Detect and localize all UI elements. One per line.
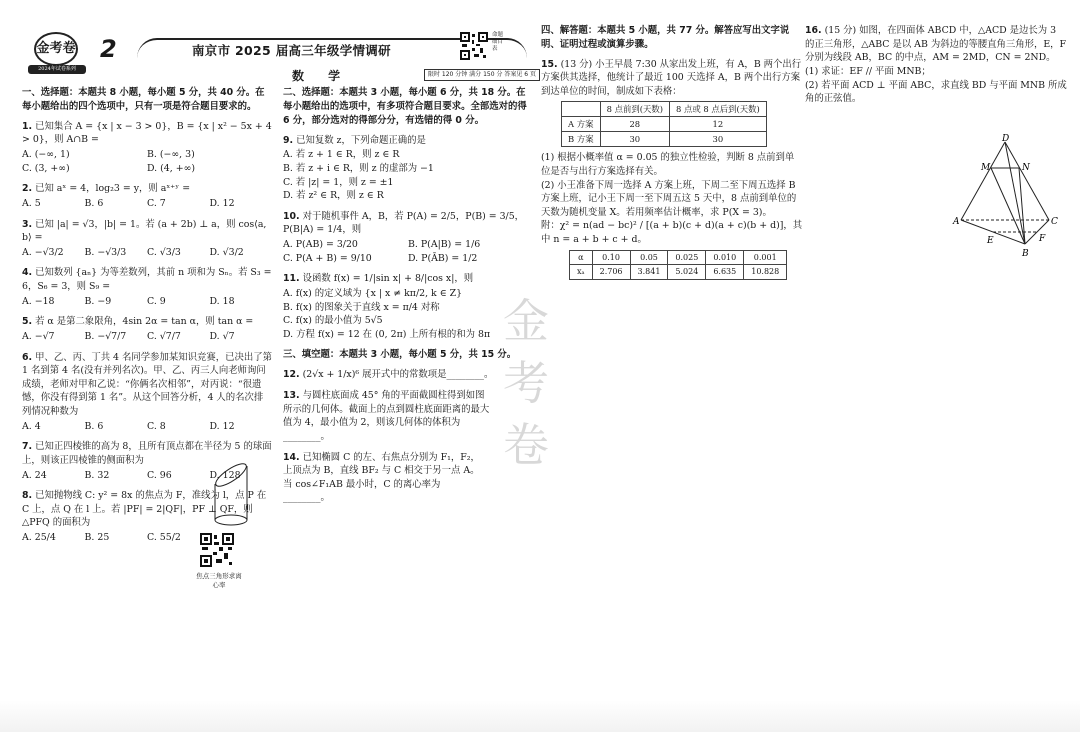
answer-option[interactable]: B. −9 bbox=[84, 295, 112, 307]
brand-logo bbox=[28, 32, 88, 72]
answer-option[interactable]: D. 128 bbox=[209, 469, 241, 481]
watermark bbox=[503, 290, 573, 490]
question-item bbox=[22, 315, 272, 343]
question-stem: (2√x + 1/x)⁶ 展开式中的常数项是________。 bbox=[302, 369, 494, 381]
question-stem: (13 分) 小王早晨 7:30 从家出发上班，有 A，B 两个出行方案供其选择，他统计了最近 100 天选择 A，B 两个出行方案到达单位的时间，制成如下表格： bbox=[541, 58, 802, 98]
vertex-label: F bbox=[1039, 234, 1046, 244]
question-item bbox=[283, 389, 533, 444]
question-stem: 已知 |a| = √3，|b| = 1。若 (a + 2b) ⊥ a，则 cos⟨a, b⟩ = bbox=[22, 218, 267, 244]
exam-header bbox=[22, 30, 536, 83]
answer-option[interactable]: A. f(x) 的定义域为 {x | x ≠ kπ/2, k ∈ Z} bbox=[283, 287, 463, 299]
question-number: 10. bbox=[283, 210, 300, 222]
question-item bbox=[283, 210, 533, 266]
question-stem: 甲、乙、丙、丁共 4 名同学参加某知识竞赛，已决出了第 1 名到第 4 名(没有并列名次)。甲、乙、丙三人向老师询问成绩，老师对甲和乙说：“你俩名次相邻”，对丙说：“很遗憾，你没有得到第 1 名”。从这个回答分析，4 人的名次排列情况种数为 bbox=[22, 351, 273, 418]
answer-option[interactable]: B. −√3/3 bbox=[84, 246, 127, 258]
answer-option[interactable]: D. (4, +∞) bbox=[147, 162, 196, 174]
table-cell: 30 bbox=[600, 132, 669, 147]
answer-option[interactable]: B. 32 bbox=[84, 469, 110, 481]
option-list bbox=[22, 295, 272, 309]
answer-option[interactable]: B. f(x) 的图象关于直线 x = π/4 对称 bbox=[283, 301, 440, 313]
answer-option[interactable]: B. (−∞, 3) bbox=[147, 149, 195, 161]
answer-option[interactable]: C. f(x) 的最小值为 5√5 bbox=[283, 315, 383, 327]
section-2-heading: 二、选择题：本题共 3 小题，每小题 6 分，共 18 分。在每小题给出的选项中，有多项符合题目要求。全部选对的得 6 分，部分选对的得部分分，有选错的得 0 分。 bbox=[283, 87, 527, 126]
table-header-cell: 8 点或 8 点后到(天数) bbox=[669, 101, 766, 116]
section-1-heading: 一、选择题：本题共 8 小题，每小题 5 分，共 40 分。在每小题给出的四个选项中，只有一项是符合题目要求的。 bbox=[22, 87, 265, 112]
question-list-3 bbox=[283, 368, 533, 505]
question-item bbox=[283, 451, 533, 506]
question-number: 16. bbox=[805, 25, 822, 36]
option-list bbox=[22, 246, 272, 260]
answer-option[interactable]: C. 8 bbox=[147, 420, 166, 432]
table-cell: 28 bbox=[600, 116, 669, 131]
table-cell: 6.635 bbox=[706, 265, 744, 280]
qr-code-icon[interactable] bbox=[200, 533, 234, 567]
table-row bbox=[570, 250, 787, 265]
answer-option[interactable]: A. 5 bbox=[22, 197, 41, 209]
answer-option[interactable]: B. −√7/7 bbox=[84, 330, 127, 342]
question-stem: 与圆柱底面成 45° 角的平面截圆柱得到如图所示的几何体。截面上的点到圆柱底面距离的最大值为 4，最小值为 2，则该几何体的体积为________。 bbox=[283, 390, 490, 442]
question-stem: 已知集合 A = {x | x − 3 > 0}，B = {x | x² − 5x + 4 > 0}，则 A∩B = bbox=[22, 120, 272, 146]
question-stem: 若 α 是第二象限角，4sin 2α = tan α，则 tan α = bbox=[35, 316, 254, 328]
vertex-label: A bbox=[953, 217, 960, 227]
vertex-label: D bbox=[1002, 134, 1010, 144]
answer-option[interactable]: D. 方程 f(x) = 12 在 (0, 2π) 上所有根的和为 8π bbox=[283, 328, 491, 340]
answer-option[interactable]: B. 6 bbox=[84, 197, 104, 209]
question-stem: 已知复数 z，下列命题正确的是 bbox=[296, 134, 426, 146]
logo-mark: 金考卷 bbox=[34, 32, 78, 66]
question-stem: 已知数列 {aₙ} 为等差数列，其前 n 项和为 Sₙ。若 S₃ = 6，S₆ = 3，则 S₉ = bbox=[22, 267, 272, 293]
qr-code-icon[interactable] bbox=[460, 32, 488, 60]
column-2 bbox=[283, 86, 533, 512]
vertex-label: N bbox=[1022, 163, 1030, 173]
answer-option[interactable]: B. 25 bbox=[84, 532, 110, 544]
answer-option[interactable]: A. −√3/2 bbox=[22, 246, 64, 258]
question-stem: 设函数 f(x) = 1/|sin x| + 8/|cos x|，则 bbox=[302, 273, 474, 285]
page-bottom-edge bbox=[0, 700, 1080, 732]
answer-option[interactable]: A. 4 bbox=[22, 420, 41, 432]
question-item bbox=[22, 266, 272, 308]
vertex-label: M bbox=[981, 163, 991, 173]
table-cell: 3.841 bbox=[630, 265, 668, 280]
tetrahedron-figure bbox=[953, 134, 1057, 264]
answer-option[interactable]: B. P(A|B) = 1/6 bbox=[408, 239, 481, 251]
question-part-1: (1) 根据小概率值 α = 0.05 的独立性检验，判断 8 点前到单位是否与出行方案选择有关。 bbox=[541, 152, 795, 177]
table-cell: B 方案 bbox=[562, 132, 601, 147]
answer-option[interactable]: D. 若 z² ∈ R，则 z ∈ R bbox=[283, 190, 384, 202]
answer-option[interactable]: D. √3/2 bbox=[209, 246, 244, 258]
table-cell: 0.05 bbox=[630, 250, 668, 265]
question-item bbox=[22, 218, 272, 260]
column-4 bbox=[805, 24, 1067, 259]
table-header-row bbox=[562, 101, 767, 116]
answer-option[interactable]: A. −√7 bbox=[22, 330, 55, 342]
table-cell: 5.024 bbox=[668, 265, 706, 280]
answer-option[interactable]: D. 12 bbox=[209, 420, 235, 432]
table-cell: xₐ bbox=[570, 265, 593, 280]
table-row bbox=[562, 116, 767, 131]
watermark-char: 金 bbox=[503, 294, 549, 348]
section-3-heading: 三、填空题：本题共 3 小题，每小题 5 分，共 15 分。 bbox=[283, 349, 517, 361]
answer-option[interactable]: C. 96 bbox=[147, 469, 172, 481]
qr-caption: 命题细目表 bbox=[492, 32, 504, 52]
section-4-heading: 四、解答题：本题共 5 小题，共 77 分。解答应写出文字说明、证明过程或演算步骤。 bbox=[541, 25, 790, 50]
answer-option[interactable]: C. 若 |z| = 1，则 z = ±1 bbox=[283, 176, 394, 188]
question-list-2 bbox=[283, 134, 533, 342]
question-part-2: (2) 小王准备下周一选择 A 方案上班，下周二至下周五选择 B 方案上班，记小王下周一至下周五这 5 天中，8 点前到单位的天数为随机变量 X。若用频率估计概率，求 P(X = 3)。 bbox=[541, 179, 797, 218]
table-cell: A 方案 bbox=[562, 116, 601, 131]
answer-option[interactable]: B. 若 z + i ∈ R，则 z 的虚部为 −1 bbox=[283, 162, 434, 174]
question-stem: 已知抛物线 C: y² = 8x 的焦点为 F，准线为 l，点 P 在 C 上，点 Q 在 l 上。若 |PF| = 2|QF|，PF ⊥ QF，则 △PFQ 的面积为 bbox=[22, 490, 267, 529]
vertex-label: B bbox=[1022, 249, 1029, 259]
question-item bbox=[283, 272, 533, 341]
answer-option[interactable]: A. P(AB) = 3/20 bbox=[283, 239, 358, 251]
question-part-1: (1) 求证：EF // 平面 MNB； bbox=[805, 65, 931, 77]
exam-meta: 限时 120 分钟 满分 150 分 答案见 6 页 bbox=[424, 69, 540, 81]
table-cell: 12 bbox=[669, 116, 766, 131]
watermark-char: 卷 bbox=[503, 418, 549, 472]
question-item bbox=[22, 120, 272, 176]
answer-option[interactable]: A. 25/4 bbox=[22, 532, 56, 544]
question-item bbox=[283, 368, 533, 382]
subject-title: 数 学 bbox=[292, 69, 351, 83]
answer-option[interactable]: C. 55/2 bbox=[147, 532, 181, 544]
option-list bbox=[22, 197, 272, 211]
question-number: 6. bbox=[22, 351, 33, 363]
question-stem: 已知 aˣ = 4，log₂3 = y，则 aˣ⁺ʸ = bbox=[35, 183, 191, 195]
answer-option[interactable]: D. √7 bbox=[209, 330, 235, 342]
answer-option[interactable]: C. √7/7 bbox=[147, 330, 181, 342]
question-item bbox=[22, 182, 272, 210]
column-3 bbox=[541, 24, 803, 287]
issue-number: 2 bbox=[100, 35, 117, 63]
question-number: 5. bbox=[22, 316, 33, 328]
cylinder-figure bbox=[213, 458, 249, 528]
watermark-char: 考 bbox=[503, 356, 549, 410]
table-row bbox=[562, 132, 767, 147]
formula-note: 附：χ² = n(ad − bc)² / [(a + b)(c + d)(a + c)(b + d)]，其中 n = a + b + c + d。 bbox=[541, 220, 803, 245]
answer-option[interactable]: B. 6 bbox=[84, 420, 104, 432]
question-part-2: (2) 若平面 ACD ⊥ 平面 ABC，求直线 BD 与平面 MNB 所成角的正弦值。 bbox=[805, 79, 1067, 105]
table-row bbox=[570, 265, 787, 280]
answer-option[interactable]: A. 24 bbox=[22, 469, 47, 481]
question-number: 7. bbox=[22, 441, 33, 453]
table-cell: α bbox=[570, 250, 593, 265]
answer-option[interactable]: C. 9 bbox=[147, 295, 166, 307]
question-stem: 对于随机事件 A，B，若 P(A) = 2/5，P(B) = 3/5，P(B|A) = 1/4，则 bbox=[283, 210, 525, 236]
table-header-cell bbox=[562, 101, 601, 116]
question-item bbox=[22, 351, 272, 434]
question-number: 1. bbox=[22, 120, 33, 132]
answer-option[interactable]: A. 若 z + 1 ∈ R，则 z ∈ R bbox=[283, 149, 400, 161]
question-number: 3. bbox=[22, 218, 33, 230]
question-15 bbox=[541, 58, 803, 280]
question-number: 13. bbox=[283, 390, 300, 401]
option-list bbox=[22, 420, 272, 434]
question-stem: 已知正四棱锥的高为 8，且所有顶点都在半径为 5 的球面上，则该正四棱锥的侧面积为 bbox=[22, 441, 272, 466]
question-stem: (15 分) 如图，在四面体 ABCD 中，△ACD 是边长为 3 的正三角形，△ABC 是以 AB 为斜边的等腰直角三角形，E，F 分别为线段 AB，BC 的中点，AM = 2MD，CN = 2ND。 bbox=[805, 25, 1067, 64]
table-header-cell: 8 点前到(天数) bbox=[600, 101, 669, 116]
option-list bbox=[22, 330, 272, 344]
answer-option[interactable]: A. (−∞, 1) bbox=[22, 149, 70, 161]
table-cell: 30 bbox=[669, 132, 766, 147]
question-number: 4. bbox=[22, 267, 33, 279]
question-number: 9. bbox=[283, 134, 294, 146]
answer-option[interactable]: D. 12 bbox=[209, 197, 235, 209]
answer-option[interactable]: C. 7 bbox=[147, 197, 166, 209]
table-cell: 2.706 bbox=[592, 265, 630, 280]
table-cell: 0.010 bbox=[706, 250, 744, 265]
option-list bbox=[22, 148, 272, 175]
question-number: 8. bbox=[22, 490, 33, 502]
table-cell: 10.828 bbox=[744, 265, 787, 280]
option-list bbox=[283, 148, 533, 203]
table-cell: 0.025 bbox=[668, 250, 706, 265]
qr-caption: 焦点三角形求离心率 bbox=[196, 572, 242, 589]
question-stem: 已知椭圆 C 的左、右焦点分别为 F₁，F₂，上顶点为 B，直线 BF₂ 与 C 相交于另一点 A。当 cos∠F₁AB 最小时，C 的离心率为________。 bbox=[283, 451, 480, 504]
critical-value-table bbox=[569, 250, 787, 280]
arrival-table bbox=[561, 101, 767, 148]
table-cell: 0.10 bbox=[592, 250, 630, 265]
question-16 bbox=[805, 24, 1067, 106]
exam-title: 南京市 2025 届高三年级学情调研 bbox=[192, 43, 391, 58]
question-number: 11. bbox=[283, 273, 300, 285]
answer-option[interactable]: C. √3/3 bbox=[147, 246, 181, 258]
option-list bbox=[283, 287, 533, 342]
question-number: 2. bbox=[22, 183, 33, 195]
answer-option[interactable]: C. P(A + B) = 9/10 bbox=[283, 252, 372, 264]
vertex-label: C bbox=[1051, 217, 1058, 227]
logo-subtitle: 2024年试卷系列 bbox=[28, 65, 86, 74]
answer-option[interactable]: D. P(ĀB) = 1/2 bbox=[408, 252, 478, 264]
option-list bbox=[283, 238, 533, 265]
vertex-label: E bbox=[987, 236, 994, 246]
question-number: 12. bbox=[283, 369, 300, 381]
question-item bbox=[283, 134, 533, 203]
answer-option[interactable]: D. 18 bbox=[209, 295, 235, 307]
question-number: 14. bbox=[283, 451, 300, 463]
answer-option[interactable]: C. (3, +∞) bbox=[22, 162, 70, 174]
answer-option[interactable]: A. −18 bbox=[22, 295, 55, 307]
table-cell: 0.001 bbox=[744, 250, 787, 265]
option-list bbox=[22, 531, 272, 545]
question-number: 15. bbox=[541, 58, 558, 70]
